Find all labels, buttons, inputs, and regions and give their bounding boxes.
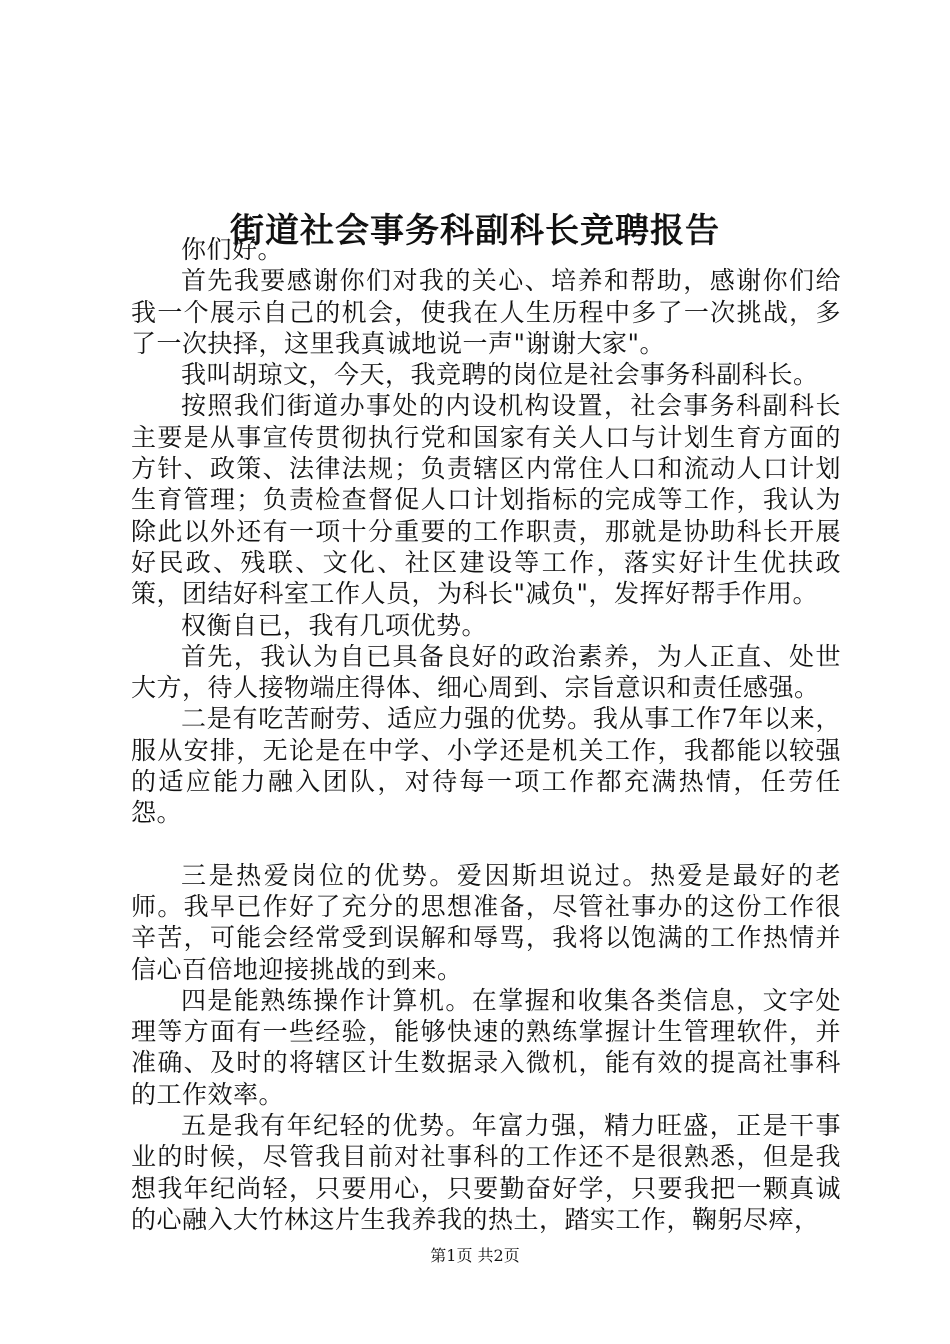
paragraph-advantage-5: 五是我有年纪轻的优势。年富力强，精力旺盛，正是干事业的时候，尽管我目前对社事科的工作还不是很熟悉，但是我想我年纪尚轻，只要用心，只要勤奋好学，只要我把一颗真诚的心融入大竹林这片生我养我的热土，踏实工作，鞠躬尽瘁， <box>131 1111 841 1234</box>
document-body <box>131 234 841 1235</box>
paragraph-advantage-2: 二是有吃苦耐劳、适应力强的优势。我从事工作7年以来，服从安排，无论是在中学、小学还是机关工作，我都能以较强的适应能力融入团队，对待每一项工作都充满热情，任劳任怨。 <box>131 704 841 828</box>
page-footer: 第1页 共2页 <box>430 1246 520 1265</box>
paragraph-greeting: 你们好。 <box>181 235 284 264</box>
paragraph-thanks: 首先我要感谢你们对我的关心、培养和帮助，感谢你们给我一个展示自己的机会，使我在人生历程中多了一次挑战，多了一次抉择，这里我真诚地说一声"谢谢大家"。 <box>131 266 841 358</box>
paragraph-advantage-1: 首先，我认为自已具备良好的政治素养，为人正直、处世大方，待人接物端庄得体、细心周到、宗旨意识和责任感强。 <box>131 641 841 703</box>
document-title: 街道社会事务科副科长竞聘报告 <box>230 210 720 251</box>
paragraph-advantage-4: 四是能熟练操作计算机。在掌握和收集各类信息，文字处理等方面有一些经验，能够快速的熟练掌握计生管理软件，并准确、及时的将辖区计生数据录入微机，能有效的提高社事科的工作效率。 <box>131 985 841 1109</box>
paragraph-job-duties: 按照我们街道办事处的内设机构设置，社会事务科副科长主要是从事宣传贯彻执行党和国家有关人口与计划生育方面的方针、政策、法律法规；负责辖区内常住人口和流动人口计划生育管理；负责检查督促人口计划指标的完成等工作，我认为除此以外还有一项十分重要的工作职责，那就是协助科长开展好民政、残联、文化、社区建设等工作，落实好计生优扶政策，团结好科室工作人员，为科长"减负"，发挥好帮手作用。 <box>131 391 841 609</box>
paragraph-introduction: 我叫胡琼文，今天，我竞聘的岗位是社会事务科副科长。 <box>181 360 819 390</box>
paragraph-advantage-3: 三是热爱岗位的优势。爱因斯坦说过。热爱是最好的老师。我早已作好了充分的思想准备，尽管社事办的这份工作很辛苦，可能会经常受到误解和辱骂，我将以饱满的工作热情并信心百倍地迎接挑战的到来。 <box>131 860 841 984</box>
paragraph-advantages-intro: 权衡自已，我有几项优势。 <box>181 610 488 640</box>
